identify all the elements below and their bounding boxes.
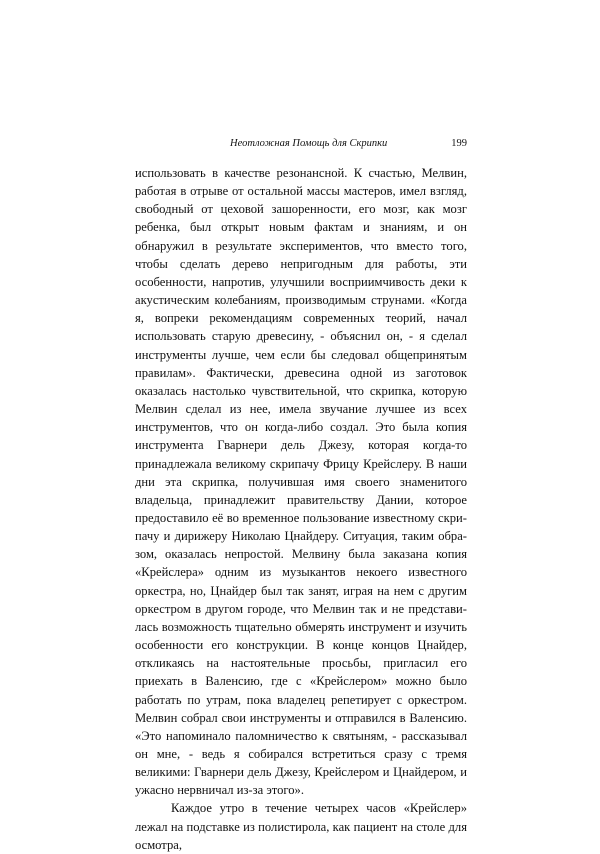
- paragraph-new: Каждое утро в течение четырех часов «Крейслер» лежал на подставке из полистирола, как пациент на столе для осмотра,: [135, 801, 467, 852]
- page-header: [135, 137, 467, 151]
- paragraph-continued: использовать в качестве резонансной. К счастью, Мелвин, работая в отрыве от остальной массы мастеров, имел взгляд, свободный от цеховой зашоренности, его мозг, как мозг ребенка, был открыт новым фактам и знаниям, и он обнаружил в результате экспериментов, что вместо того, чтобы сделать дерево непригодным для работы, эти особенности, напротив, улучшили восприимчивость деки к акустическим колебаниям, производимым струнами. «Когда я, вопреки рекомендациям современных теорий, начал использовать старую древесину, - объяснил он, - я сделал инструменты лучше, чем если бы следовал общепринятым правилам». Фактически, древесина одной из заготовок оказалась настолько чувствительной, что скрипка, которую Мелвин сделал из нее, имела звучание лучшее из всех инструментов, что он когда-либо создал. Это была копия инструмента Гварнери дель Джезу, которая когда-то принадлежала великому скрипачу Фрицу Крейслеру. В наши дни эта скрипка, получившая имя своего знаменитого владельца, принадлежит правительству Дании, которое предоставило её во временное пользование известному скрипачу и дирижеру Николаю Цнайдеру. Ситуация, таким образом, оказалась непростой. Мелвину была заказана копия «Крейслера» одним из музыкантов некоего известного оркестра, но, Цнайдер был так занят, играя на нем с другим оркестром в другом городе, что Мелвин так и не представилась возможность тщательно обмерять инструмент и изучить особенности его конструкции. В конце концов Цнайдер, откликаясь на настоятельные просьбы, пригласил его приехать в Валенсию, где с «Крейслером» можно было работать по утрам, пока владелец репетирует с оркестром. Мелвин собрал свои инструменты и отправился в Валенсию. «Это напоминало паломничество к святыням, - рассказывал он мне, - ведь я собирался встретиться сразу с тремя великими: Гварнери дель Джезу, Крейслером и Цнайдером, и ужасно нервничал из-за этого».: [135, 166, 467, 798]
- running-title: Неотложная Помощь для Скрипки: [230, 138, 388, 149]
- body-text: [135, 164, 467, 854]
- page-number: 199: [451, 138, 467, 149]
